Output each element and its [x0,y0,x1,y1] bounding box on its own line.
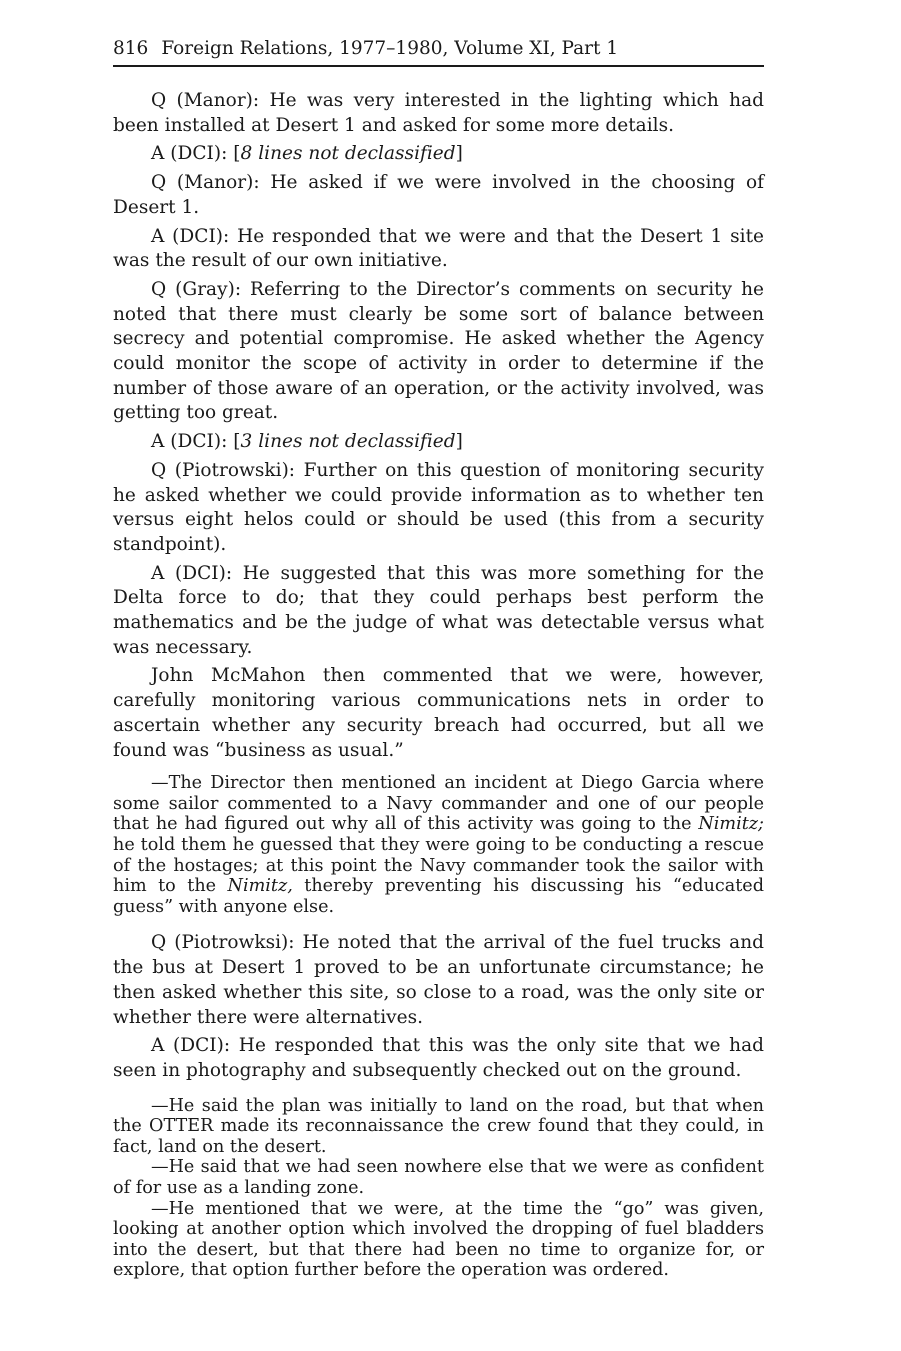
running-head [113,36,764,67]
paragraph-mcmahon-comment: John McMahon then commented that we were, however, carefully monitoring various communications nets in order to ascertain whether any security breach had occurred, but all we found was “business as usual.” [113,665,764,761]
paragraph-dci-redaction-2 [113,430,764,455]
answer-tail: ] [455,143,463,165]
paragraph-dci-redaction-1 [113,142,764,167]
quoted-block-diego-garcia [113,773,764,917]
document-body [113,89,764,1281]
paragraph-manor-lighting: Q (Manor): He was very interested in the lighting which had been installed at Desert 1 and asked for some more details. [113,90,764,136]
paragraph-dci-only-site: A (DCI): He responded that this was the only site that we had seen in photography and subsequently checked out on the ground. [113,1035,764,1081]
series-title: Foreign Relations, 1977–1980, Volume XI, Part 1 [161,38,619,59]
page-number: 816 [113,38,149,59]
document-page [113,36,764,1281]
declassification-note: 8 lines not declassified [240,143,456,165]
paragraph-gray-security: Q (Gray): Referring to the Director’s comments on security he noted that there must clearly be some sort of balance between secrecy and potential compromise. He asked whether the Agency could monitor the scope of activity in order to determine if the number of those aware of an operation, or the activity involved, was getting too great. [113,278,764,424]
quoted-block-site-details [113,1096,764,1281]
declassification-note: 3 lines not declassified [240,431,456,453]
paragraph-manor-choosing: Q (Manor): He asked if we were involved in the choosing of Desert 1. [113,172,764,218]
paragraph-piotrowski-helos: Q (Piotrowski): Further on this question of monitoring security he asked whether we could provide information as to whether ten versus eight helos could or should be used (this from a security standpoint). [113,459,764,555]
ship-name: Nimitz, [227,876,293,897]
quote-diego-garcia [113,773,764,917]
quote-text: thereby preventing his discussing his “educated guess” with anyone else. [113,876,764,917]
quote-landing-zone: —He said that we had seen nowhere else that we were as confident of for use as a landing zone. [113,1157,764,1199]
quote-text: —The Director then mentioned an incident at Diego Garcia where some sailor commented to a Navy commander and one of our people that he had figured out why all of this activity was going to the [113,773,764,835]
ship-name: Nimitz; [698,814,764,835]
paragraph-dci-initiative: A (DCI): He responded that we were and that the Desert 1 site was the result of our own initiative. [113,225,764,272]
answer-lead: A (DCI): [ [151,143,241,165]
quote-text: he told them he guessed that they were going to be conducting a rescue of the hostages; at this point the Navy commander took the sailor with him to the [113,835,764,897]
quote-fuel-bladders: —He mentioned that we were, at the time the “go” was given, looking at another option which involved the dropping of fuel bladders into the desert, but that there had been no time to organize for, or explore, that option further before the operation was ordered. [113,1198,764,1281]
paragraph-piotrowksi-fuel-trucks: Q (Piotrowksi): He noted that the arrival of the fuel trucks and the bus at Desert 1 proved to be an unfortunate circumstance; he then asked whether this site, so close to a road, was the only site or whether there were alternatives. [113,932,764,1028]
answer-lead: A (DCI): [ [151,431,241,453]
answer-tail: ] [455,431,463,453]
quote-otter-reconnaissance: —He said the plan was initially to land on the road, but that when the OTTER made its reconnaissance the crew found that they could, in fact, land on the desert. [113,1095,764,1157]
paragraph-dci-delta-force: A (DCI): He suggested that this was more something for the Delta force to do; that they could perhaps best perform the mathematics and be the judge of what was detectable versus what was necessary. [113,562,764,658]
